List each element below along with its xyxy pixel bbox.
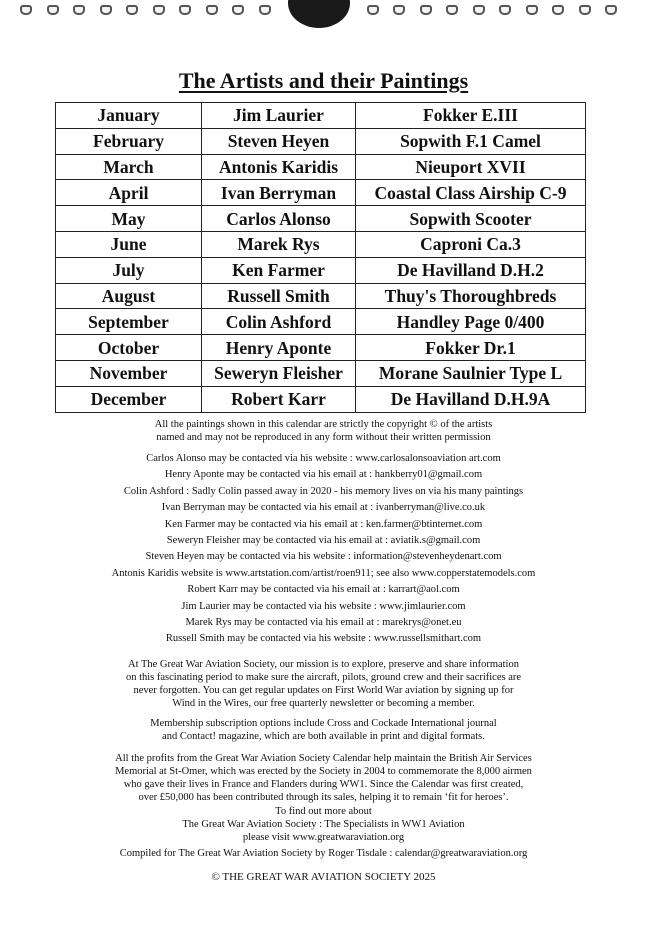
mission-line: never forgotten. You can get regular updates on First World War aviation by signing up for: [133, 685, 514, 696]
binding-ring: [47, 5, 59, 15]
hanger-hole: [288, 0, 350, 28]
artist-contacts: [0, 451, 647, 648]
artist-cell: Ivan Berryman: [202, 180, 356, 206]
month-cell: March: [56, 154, 202, 180]
table-row: [56, 309, 586, 335]
copyright-note: [0, 418, 647, 444]
month-cell: December: [56, 386, 202, 412]
profits-line: who gave their lives in France and Flanders during WW1. Since the Calendar was first created,: [123, 779, 524, 790]
contact-line: Ivan Berryman may be contacted via his email at : ivanberryman@live.co.uk: [161, 502, 486, 514]
table-row: [56, 128, 586, 154]
binding-ring: [552, 5, 564, 15]
binding-ring: [393, 5, 405, 15]
binding-ring: [153, 5, 165, 15]
binding-ring: [473, 5, 485, 15]
profits-line: over £50,000 has been contributed through its sales, helping it to remain ‘fit for heroes’.: [138, 792, 509, 803]
artist-cell: Marek Rys: [202, 231, 356, 257]
artist-cell: Colin Ashford: [202, 309, 356, 335]
artist-cell: Robert Karr: [202, 386, 356, 412]
painting-cell: Fokker E.III: [356, 103, 586, 129]
table-row: [56, 360, 586, 386]
table-row: [56, 386, 586, 412]
binding-ring: [20, 5, 32, 15]
month-cell: September: [56, 309, 202, 335]
binding-ring: [605, 5, 617, 15]
profits-line: Memorial at St-Omer, which was erected by the Society in 2004 to commemorate the 8,000 airmen: [115, 766, 532, 777]
month-cell: January: [56, 103, 202, 129]
mission-paragraph: [0, 658, 647, 710]
artist-cell: Seweryn Fleisher: [202, 360, 356, 386]
artist-cell: Steven Heyen: [202, 128, 356, 154]
artist-cell: Carlos Alonso: [202, 206, 356, 232]
page-title: The Artists and their Paintings: [178, 68, 469, 93]
find-out-line: The Great War Aviation Society : The Specialists in WW1 Aviation: [182, 819, 465, 830]
month-cell: May: [56, 206, 202, 232]
binding-ring: [420, 5, 432, 15]
contact-line: Seweryn Fleisher may be contacted via his email at : aviatik.s@gmail.com: [166, 535, 481, 547]
table-row: [56, 103, 586, 129]
membership-paragraph: [0, 717, 647, 743]
binding-ring: [446, 5, 458, 15]
contact-line: Ken Farmer may be contacted via his email at : ken.farmer@btinternet.com: [164, 518, 483, 530]
painting-cell: Nieuport XVII: [356, 154, 586, 180]
table-row: [56, 335, 586, 361]
artist-cell: Antonis Karidis: [202, 154, 356, 180]
contact-line: Carlos Alonso may be contacted via his website : www.carlosalonsoaviation art.com: [146, 453, 501, 464]
artist-cell: Henry Aponte: [202, 335, 356, 361]
binding-ring: [499, 5, 511, 15]
binding-ring: [259, 5, 271, 15]
membership-line: Membership subscription options include Cross and Cockade International journal: [150, 718, 497, 729]
contact-line: Henry Aponte may be contacted via his email at : hankberry01@gmail.com: [164, 469, 483, 481]
calendar-binding: [0, 0, 647, 30]
footer-copyright: © THE GREAT WAR AVIATION SOCIETY 2025: [211, 871, 436, 883]
binding-ring: [179, 5, 191, 15]
binding-ring: [232, 5, 244, 15]
painting-cell: Coastal Class Airship C-9: [356, 180, 586, 206]
month-cell: February: [56, 128, 202, 154]
table-row: [56, 206, 586, 232]
contact-line: Marek Rys may be contacted via his email at : marekrys@onet.eu: [185, 617, 462, 629]
painting-cell: De Havilland D.H.9A: [356, 386, 586, 412]
binding-ring: [100, 5, 112, 15]
month-cell: August: [56, 283, 202, 309]
contact-line: Colin Ashford : Sadly Colin passed away in 2020 - his memory lives on via his many paintings: [123, 485, 524, 497]
table-row: [56, 154, 586, 180]
binding-ring: [526, 5, 538, 15]
painting-cell: Caproni Ca.3: [356, 231, 586, 257]
binding-ring: [73, 5, 85, 15]
binding-ring: [206, 5, 218, 15]
painting-cell: Fokker Dr.1: [356, 335, 586, 361]
month-cell: April: [56, 180, 202, 206]
artist-cell: Ken Farmer: [202, 257, 356, 283]
contact-line: Jim Laurier may be contacted via his website : www.jimlaurier.com: [181, 600, 466, 612]
mission-line: At The Great War Aviation Society, our mission is to explore, preserve and share information: [128, 659, 519, 670]
table-row: [56, 231, 586, 257]
contact-line: Steven Heyen may be contacted via his website : information@stevenheydenart.com: [145, 551, 502, 563]
membership-line: and Contact! magazine, which are both available in print and digital formats.: [162, 731, 485, 742]
month-cell: November: [56, 360, 202, 386]
month-cell: October: [56, 335, 202, 361]
binding-ring: [579, 5, 591, 15]
contact-line: Robert Karr may be contacted via his email at : karrart@aol.com: [187, 584, 460, 596]
table-row: [56, 257, 586, 283]
profits-paragraph: [0, 752, 647, 804]
table-row: [56, 283, 586, 309]
find-out-more: [0, 805, 647, 844]
compiled-by: Compiled for The Great War Aviation Society by Roger Tisdale : calendar@greatwaraviation.org: [119, 848, 528, 859]
copyright-line: named and may not be reproduced in any form without their written permission: [156, 432, 491, 443]
mission-line: Wind in the Wires, our free quarterly newsletter or becoming a member.: [172, 698, 475, 709]
month-cell: July: [56, 257, 202, 283]
contact-line: Russell Smith may be contacted via his website : www.russellsmithart.com: [165, 633, 482, 645]
painting-cell: Sopwith Scooter: [356, 206, 586, 232]
profits-line: All the profits from the Great War Aviation Society Calendar help maintain the British Air Services: [115, 753, 532, 764]
copyright-line: All the paintings shown in this calendar are strictly the copyright © of the artists: [154, 419, 493, 430]
painting-cell: De Havilland D.H.2: [356, 257, 586, 283]
find-out-line: please visit www.greatwaraviation.org: [242, 832, 405, 843]
mission-line: on this fascinating period to make sure the aircraft, pilots, ground crew and their sacrifices are: [125, 672, 522, 683]
contact-line: Antonis Karidis website is www.artstation.com/artist/roen911; see also www.copperstatemodels.com: [111, 567, 536, 579]
table-row: [56, 180, 586, 206]
find-out-line: To find out more about: [275, 806, 372, 817]
painting-cell: Handley Page 0/400: [356, 309, 586, 335]
binding-ring: [367, 5, 379, 15]
month-cell: June: [56, 231, 202, 257]
artist-cell: Jim Laurier: [202, 103, 356, 129]
artists-table: [55, 102, 586, 413]
artist-cell: Russell Smith: [202, 283, 356, 309]
binding-ring: [126, 5, 138, 15]
painting-cell: Thuy's Thoroughbreds: [356, 283, 586, 309]
painting-cell: Morane Saulnier Type L: [356, 360, 586, 386]
painting-cell: Sopwith F.1 Camel: [356, 128, 586, 154]
